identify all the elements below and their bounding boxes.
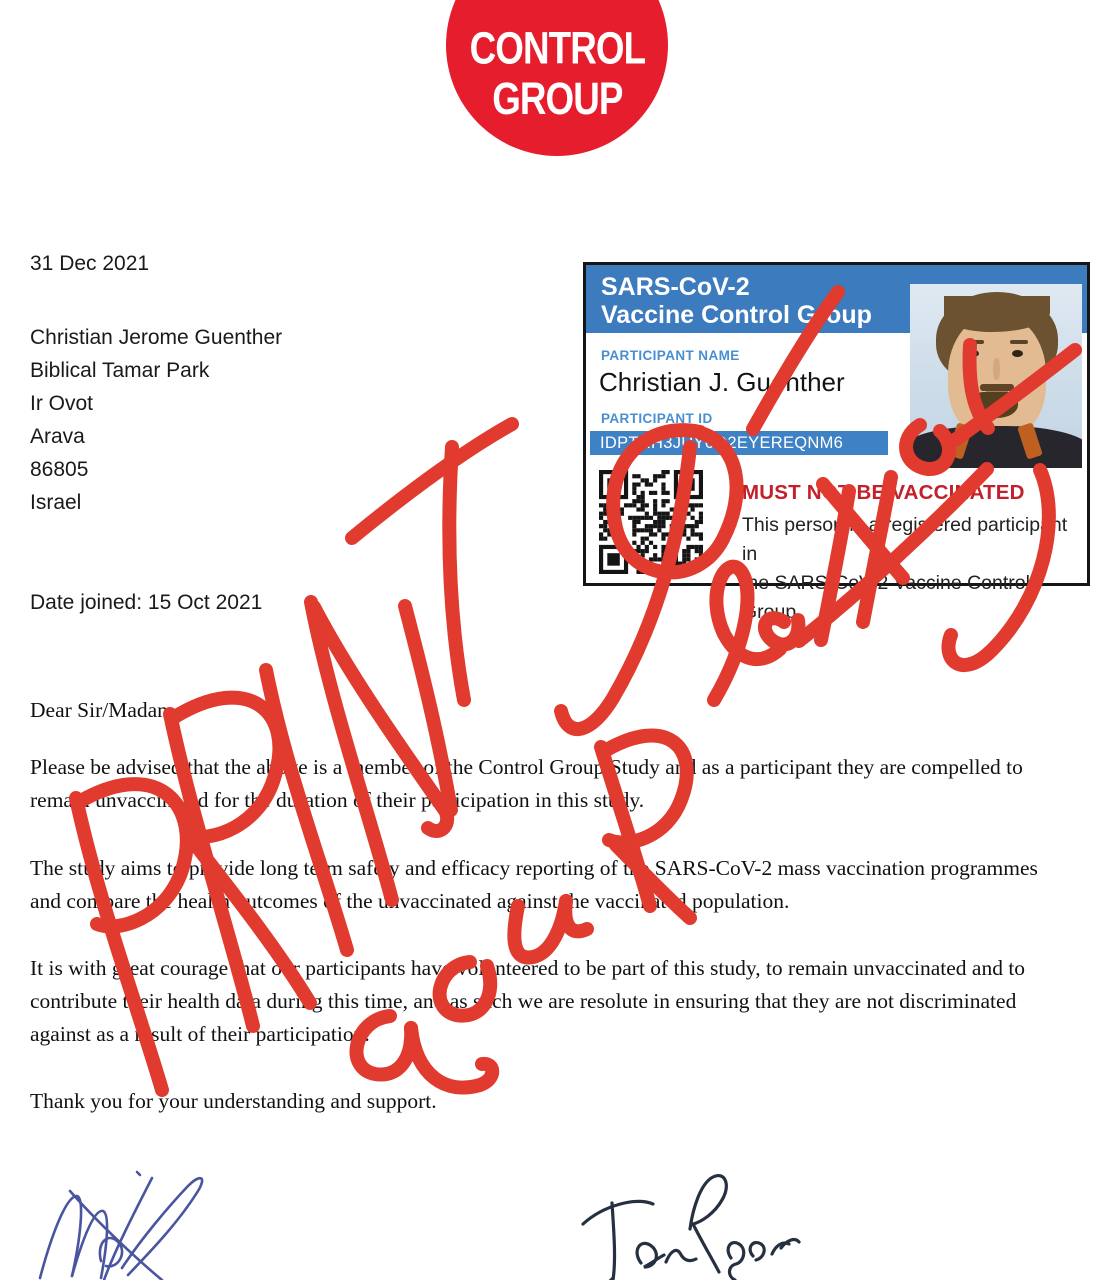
photo-eye xyxy=(1012,350,1023,357)
recipient-address-block xyxy=(30,321,282,519)
participant-id-label: PARTICIPANT ID xyxy=(601,411,713,426)
logo-line2: GROUP xyxy=(491,74,623,125)
photo-moustache xyxy=(980,384,1014,391)
signature-right xyxy=(583,1176,799,1280)
address-line: 86805 xyxy=(30,458,89,481)
participant-id-card xyxy=(583,262,1090,623)
address-line: Arava xyxy=(30,425,85,448)
participant-photo xyxy=(910,284,1082,468)
photo-goatee xyxy=(976,392,1018,418)
address-line: Ir Ovot xyxy=(30,392,94,415)
closing-line: Thank you for your understanding and support. xyxy=(30,1089,437,1113)
card-header-line1: SARS-CoV-2 xyxy=(601,273,750,301)
paragraph-1: Please be advised that the above is a member of the Control Group Study and as a participant they are compelled to remain unvaccinated for the duration of their participation in this study. xyxy=(30,755,1023,812)
qr-code xyxy=(599,470,703,574)
control-group-logo xyxy=(446,0,668,156)
participant-id-value: IDPTRH3JUY6Q2EYEREQNM6 xyxy=(590,431,888,455)
logo-line1: CONTROL xyxy=(469,23,645,74)
recipient-name: Christian Jerome Guenther xyxy=(30,326,283,349)
status-block xyxy=(742,481,1077,627)
status-must-not-be-vaccinated: MUST NOT BE VACCINATED xyxy=(742,481,1025,504)
photo-eye xyxy=(968,350,979,357)
paragraph-2: The study aims to provide long term safety and efficacy reporting of the SARS-CoV-2 mass vaccination programmes and compare the health outcomes of the unvaccinated against the vaccinated population. xyxy=(30,856,1038,913)
participant-name-label: PARTICIPANT NAME xyxy=(601,348,740,363)
salutation: Dear Sir/Madam xyxy=(30,698,174,722)
control-group-logo-text xyxy=(469,24,645,124)
paragraph-3: It is with great courage that our participants have volunteered to be part of this study, to remain unvaccinated and to contribute their health data during this time, and as such we are resolute in ensuring that they are not discriminated against as a result of their participation. xyxy=(30,956,1026,1046)
card-header-line2: Vaccine Control Group xyxy=(601,301,872,329)
participant-name: Christian J. Guenther xyxy=(599,367,845,397)
photo-brow xyxy=(966,340,984,344)
address-line: Israel xyxy=(30,491,82,514)
photo-shoulders xyxy=(910,426,1082,468)
signature-left xyxy=(40,1172,202,1280)
status-note-line2: the SARS-CoV-2 Vaccine Control Group. xyxy=(742,572,1030,623)
photo-nose xyxy=(993,358,1000,380)
status-note-line1: This person is a registered participant in xyxy=(742,514,1068,565)
status-note xyxy=(742,511,1077,627)
letter-date: 31 Dec 2021 xyxy=(30,252,150,275)
photo-brow xyxy=(1010,340,1028,344)
date-joined: Date joined: 15 Oct 2021 xyxy=(30,591,263,614)
address-line: Biblical Tamar Park xyxy=(30,359,210,382)
